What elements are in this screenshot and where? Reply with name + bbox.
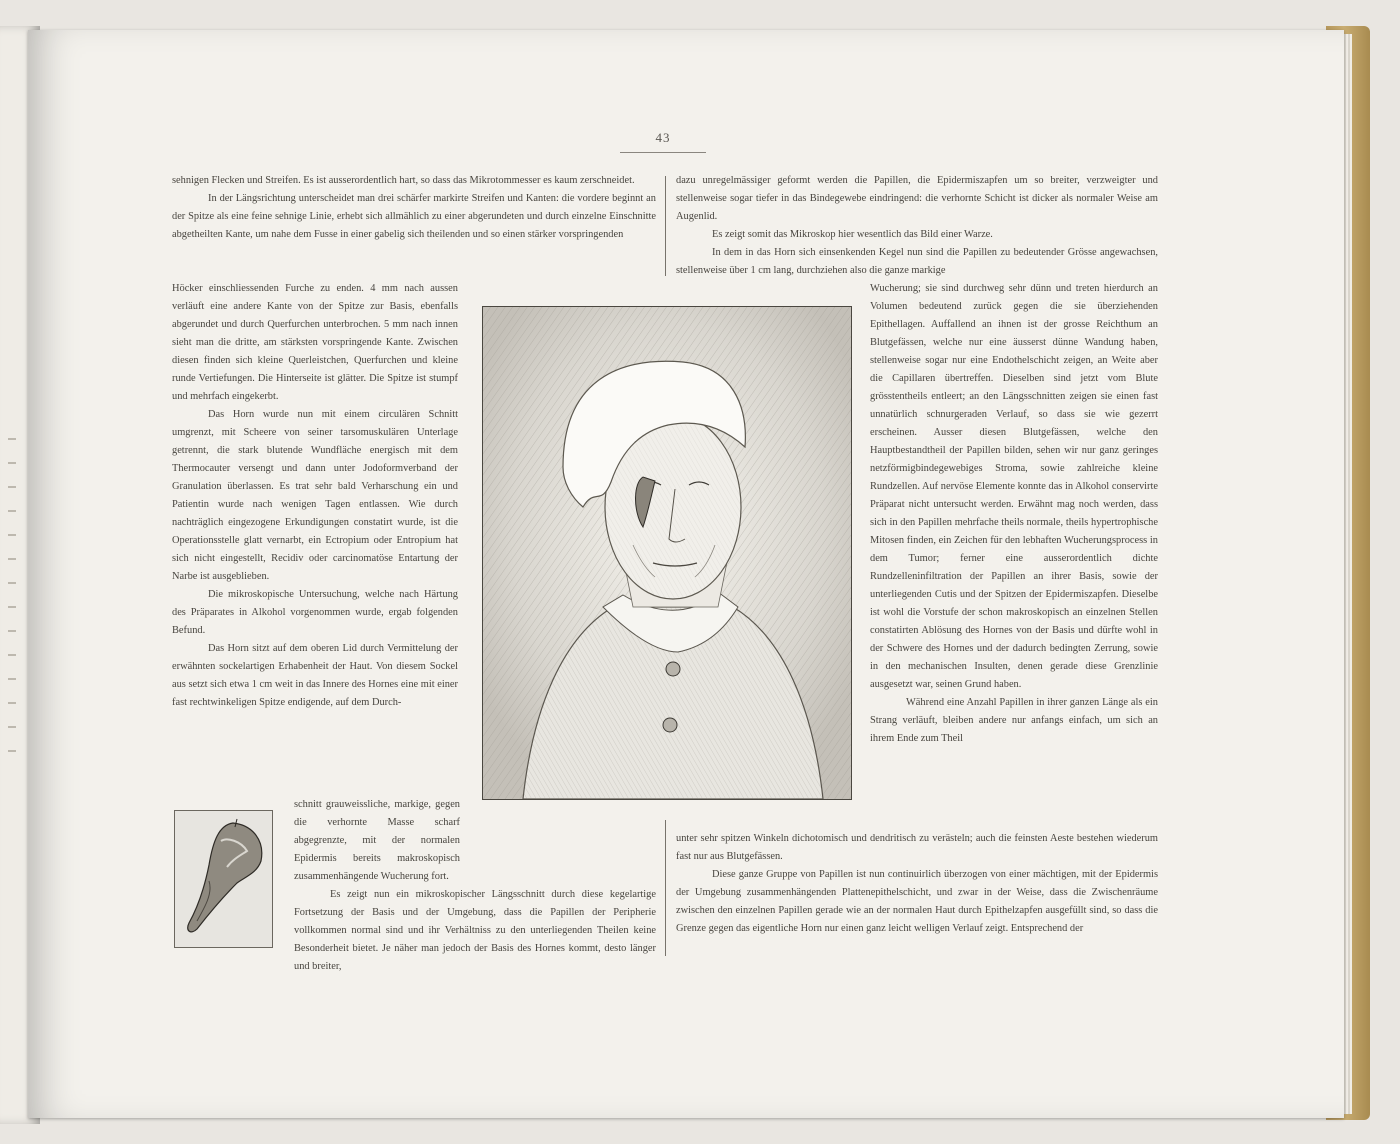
left-column-top [172,172,656,244]
paragraph: Während eine Anzahl Papillen in ihrer ganzen Länge als ein Strang verläuft, bleiben andere nur anfangs einfach, um sich an ihrem Ende zum Theil [870,697,1158,744]
portrait-drawing [483,307,851,799]
paragraph: unter sehr spitzen Winkeln dichotomisch und dendritisch zu verästeln; auch die feinsten Aeste bestehen wiederum fast nur aus Blutgefässen. [676,833,1158,862]
paragraph: Es zeigt nun ein mikroskopischer Längsschnitt durch diese kegelartige Fortsetzung der Basis und der Umgebung, dass die Papillen der Peripherie vollkommen normal sind und ihr Verhältniss zu den unterliegenden Theilen keine Besonderheit bietet. Je näher man jedoch der Basis des Hornes kommt, desto länger und breiter, [294,889,656,972]
paragraph: Das Horn wurde nun mit einem circulären Schnitt umgrenzt, mit Scheere von seiner tarsomuskulären Unterlage getrennt, die stark blutende Wundfläche energisch mit dem Thermocauter versengt und dann unter Jodoformverband der Granulation überlassen. Es trat sehr bald Verharschung ein und Patientin wurde nach wenigen Tagen entlassen. Wie durch nachträglich eingezogene Erkundigungen constatirt wurde, ist die Operationsstelle glatt vernarbt, ein Ectropium oder Entropium hat sich nicht eingestellt, Recidiv oder carcinomatöse Entartung der Narbe ist ausgeblieben. [172,409,458,582]
column-rule [665,820,666,956]
horn-specimen-illustration [174,810,273,948]
paragraph: schnitt grauweissliche, markige, gegen die verhornte Masse scharf abgegrenzte, mit der normalen Epidermis bereits makroskopisch zusammenhängende Wucherung fort. [294,799,460,882]
paragraph: Die mikroskopische Untersuchung, welche nach Härtung des Präparates in Alkohol vorgenommen wurde, ergab folgenden Befund. [172,589,458,636]
paragraph: sehnigen Flecken und Streifen. Es ist ausserordentlich hart, so dass das Mikrotommesser es kaum zerschneidet. [172,175,635,186]
paragraph: Diese ganze Gruppe von Papillen ist nun continuirlich überzogen von einer mächtigen, mit der Epidermis der Umgebung zusammenhängenden Plattenepithelschicht, und zwar in der Weise, dass die Zwischenräume zwischen den einzelnen Papillen gerade wie an der normalen Haut durch Epithelzapfen ausgefüllt sind, so dass die Grenze gegen das eigentliche Horn nur einen ganz leicht welligen Verlauf zeigt. Entsprechend der [676,869,1158,934]
paragraph: dazu unregelmässiger geformt werden die Papillen, die Epidermiszapfen um so breiter, verzweigter und stellenweise sogar tiefer in das Bindegewebe eindringend: die verhornte Schicht ist dicker als normaler Weise am Augenlid. [676,175,1158,222]
previous-page-text-fragments [8,416,20,936]
column-rule [665,176,666,276]
portrait-illustration [482,306,852,800]
right-column-top [676,172,1158,280]
paragraph: Das Horn sitzt auf dem oberen Lid durch Vermittelung der erwähnten sockelartigen Erhabenheit der Haut. Von diesem Sockel aus setzt sich etwa 1 cm weit in das Innere des Hornes eine mit einer fast rechtwinkeligen Spitze endigende, auf dem Durch- [172,643,458,708]
horn-drawing [175,811,272,947]
right-column-bottom [676,830,1158,938]
paragraph: In dem in das Horn sich einsenkenden Kegel nun sind die Papillen zu bedeutender Grösse angewachsen, stellenweise über 1 cm lang, durchziehen also die ganze markige [676,247,1158,276]
page-number: 43 [620,130,706,153]
paragraph: Höcker einschliessenden Furche zu enden. 4 mm nach aussen verläuft eine andere Kante von der Spitze zur Basis, ebenfalls abgerundet und durch Querfurchen unterbrochen. 5 mm nach innen sieht man die dritte, am stärksten vorspringende Kante. Zwischen diesen finden sich kleine Querleistchen, Querfurchen und kleine runde Vertiefungen. Die Hinterseite ist glätter. Die Spitze ist stumpf und mehrfach eingekerbt. [172,283,458,402]
left-column-narrow [172,280,458,712]
right-column-narrow [870,280,1158,748]
paragraph: Es zeigt somit das Mikroskop hier wesentlich das Bild einer Warze. [712,229,993,240]
paragraph: In der Längsrichtung unterscheidet man drei schärfer markirte Streifen und Kanten: die vordere beginnt an der Spitze als eine feine sehnige Linie, erhebt sich allmählich zu einer abgerundeten und durch einzelne Einschnitte abgetheilten Kante, um nahe dem Fusse in einer gabelig sich theilenden und so einen stärker vorspringenden [172,193,656,240]
left-column-bottom [294,796,656,976]
paragraph: Wucherung; sie sind durchweg sehr dünn und treten hierdurch an Volumen bedeutend zurück gegen die sie überziehenden Epithellagen. Auffallend an ihnen ist der grosse Reichthum an Blutgefässen, welche nur eine äusserst dünne Wandung haben, stellenweise sogar nur eine Endothelschicht zeigen, an Weite aber die Capillaren übertreffen. Dieselben sind jetzt vom Blute grösstentheils entleert; an den Längsschnitten zeigen sie einen fast unnatürlich schnurgeraden Verlauf, so dass sie wie gezerrt erscheinen. Ausser diesen Blutgefässen, welche den Hauptbestandtheil der Papillen bilden, sehen wir nur ganz geringes netzförmigbindegewebiges Stroma, sowie zahlreiche kleine Rundzellen. Auf nervöse Elemente konnte das in Alkohol conservirte Präparat nicht untersucht werden. Erwähnt mag noch werden, dass sich in den Papillen mehrfache theils normale, theils hypertrophische Mitosen finden, ein Zeichen für den lebhaften Wucherungsprocess in dem Tumor; ferner eine ausserordentlich dichte Rundzelleninfiltration der Papillen an ihrer Basis, sowie der unterliegenden Cutis und der Spitzen der Epidermiszapfen. Dieselbe ist wohl die Vorstufe der schon makroskopisch an einzelnen Stellen constatirten Ablösung des Hornes von der Basis und dürfte wohl in der Schwere des Hornes und der dadurch bedingten Zerrung, sowie in den mechanischen Insulten, denen gerade diese Grenzlinie ausgesetzt war, seinen Grund haben. [870,283,1158,690]
